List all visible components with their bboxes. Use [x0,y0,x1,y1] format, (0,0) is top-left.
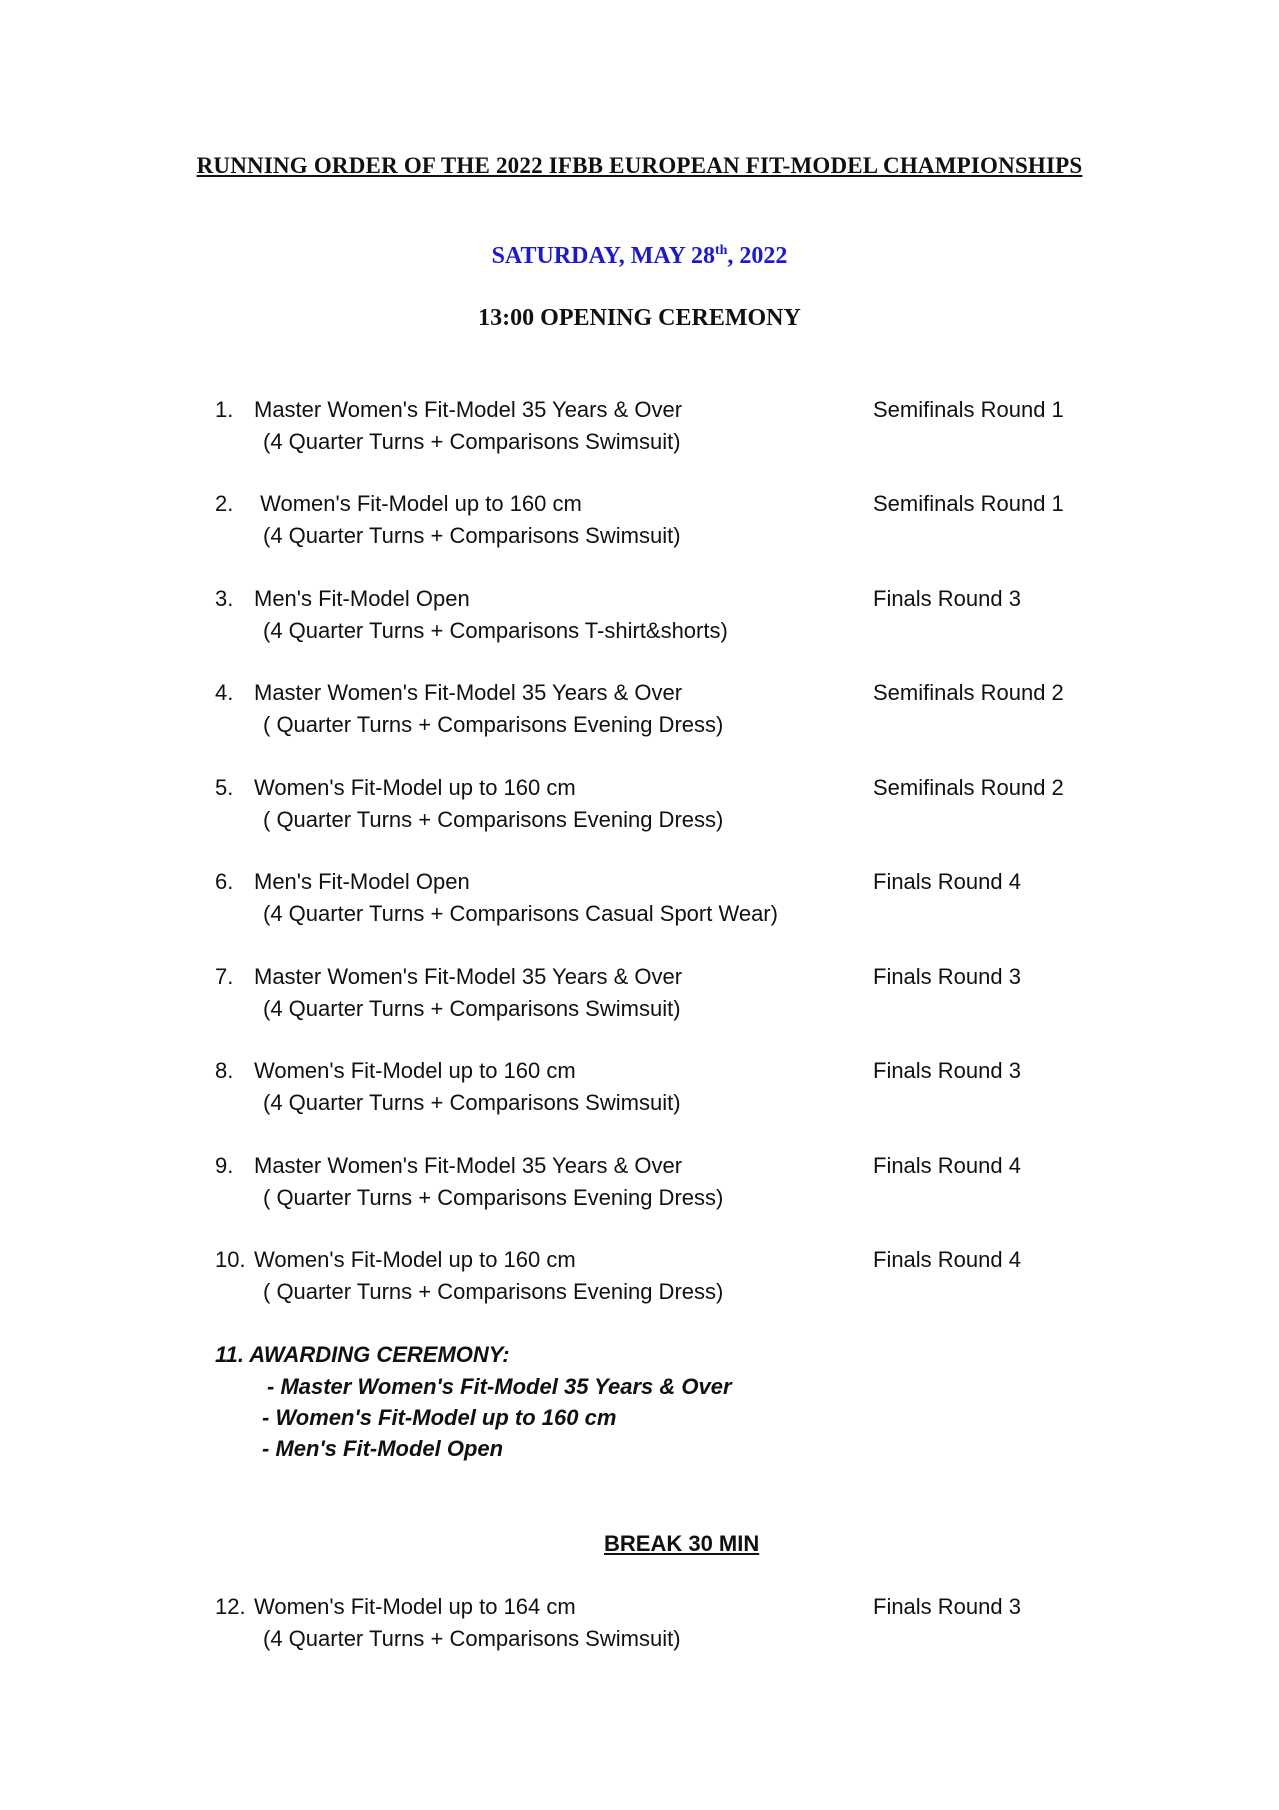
award-category: - Men's Fit-Model Open [262,1436,504,1461]
item-category: Master Women's Fit-Model 35 Years & Over [254,397,683,422]
running-order-item [0,397,1279,467]
date-ordinal-suffix: th [714,243,728,258]
item-detail: ( Quarter Turns + Comparisons Evening Dress) [263,807,724,832]
item-category: Master Women's Fit-Model 35 Years & Over [254,680,683,705]
item-category: Master Women's Fit-Model 35 Years & Over [254,964,683,989]
item-round: Semifinals Round 1 [873,397,1064,422]
item-category: Women's Fit-Model up to 160 cm [254,1058,576,1083]
break-heading: BREAK 30 MIN [604,1531,760,1556]
item-detail: ( Quarter Turns + Comparisons Evening Dress) [263,1185,724,1210]
item-round: Finals Round 4 [873,869,1021,894]
event-date [0,243,1279,270]
running-order-item [0,1058,1279,1128]
running-order-item [0,775,1279,845]
item-detail: ( Quarter Turns + Comparisons Evening Dress) [263,1279,724,1304]
item-detail: (4 Quarter Turns + Comparisons Swimsuit) [263,996,681,1021]
item-round: Finals Round 4 [873,1247,1021,1272]
item-number: 2. [215,491,234,516]
item-number: 1. [215,397,234,422]
item-number: 3. [215,586,234,611]
item-round: Semifinals Round 1 [873,491,1064,516]
item-detail: (4 Quarter Turns + Comparisons Swimsuit) [263,523,681,548]
award-category: - Women's Fit-Model up to 160 cm [262,1405,617,1430]
item-number: 6. [215,869,234,894]
running-order-item [0,1153,1279,1223]
award-category: - Master Women's Fit-Model 35 Years & Over [267,1374,732,1399]
item-detail: (4 Quarter Turns + Comparisons Swimsuit) [263,1090,681,1115]
awarding-heading: 11. AWARDING CEREMONY: [215,1342,510,1367]
item-category: Women's Fit-Model up to 164 cm [254,1594,576,1619]
item-round: Finals Round 3 [873,1594,1021,1619]
item-detail: (4 Quarter Turns + Comparisons Casual Sport Wear) [263,901,778,926]
running-order-item [0,491,1279,561]
page-title: RUNNING ORDER OF THE 2022 IFBB EUROPEAN FIT-MODEL CHAMPIONSHIPS [196,153,1083,178]
item-detail: ( Quarter Turns + Comparisons Evening Dress) [263,712,724,737]
item-number: 7. [215,964,234,989]
running-order-item [0,964,1279,1034]
item-detail: (4 Quarter Turns + Comparisons Swimsuit) [263,429,681,454]
item-number: 10. [215,1247,246,1272]
item-detail: (4 Quarter Turns + Comparisons Swimsuit) [263,1626,681,1651]
item-number: 4. [215,680,234,705]
running-order-item [0,869,1279,939]
item-round: Finals Round 4 [873,1153,1021,1178]
item-number: 5. [215,775,234,800]
item-number: 12. [215,1594,246,1619]
item-category: Women's Fit-Model up to 160 cm [254,491,582,516]
opening-ceremony: 13:00 OPENING CEREMONY [478,305,801,331]
item-category: Men's Fit-Model Open [254,869,470,894]
item-round: Finals Round 3 [873,964,1021,989]
running-order-item [0,1247,1279,1317]
item-number: 9. [215,1153,234,1178]
item-category: Master Women's Fit-Model 35 Years & Over [254,1153,683,1178]
item-category: Men's Fit-Model Open [254,586,470,611]
running-order-item [0,586,1279,656]
item-detail: (4 Quarter Turns + Comparisons T-shirt&shorts) [263,618,728,643]
item-category: Women's Fit-Model up to 160 cm [254,775,576,800]
item-category: Women's Fit-Model up to 160 cm [254,1247,576,1272]
item-number: 8. [215,1058,234,1083]
running-order-item [0,1594,1279,1664]
date-year: , 2022 [727,243,788,269]
item-round: Finals Round 3 [873,586,1021,611]
date-prefix: SATURDAY, MAY 28 [491,243,715,269]
running-order-item [0,680,1279,750]
item-round: Semifinals Round 2 [873,680,1064,705]
item-round: Semifinals Round 2 [873,775,1064,800]
item-round: Finals Round 3 [873,1058,1021,1083]
